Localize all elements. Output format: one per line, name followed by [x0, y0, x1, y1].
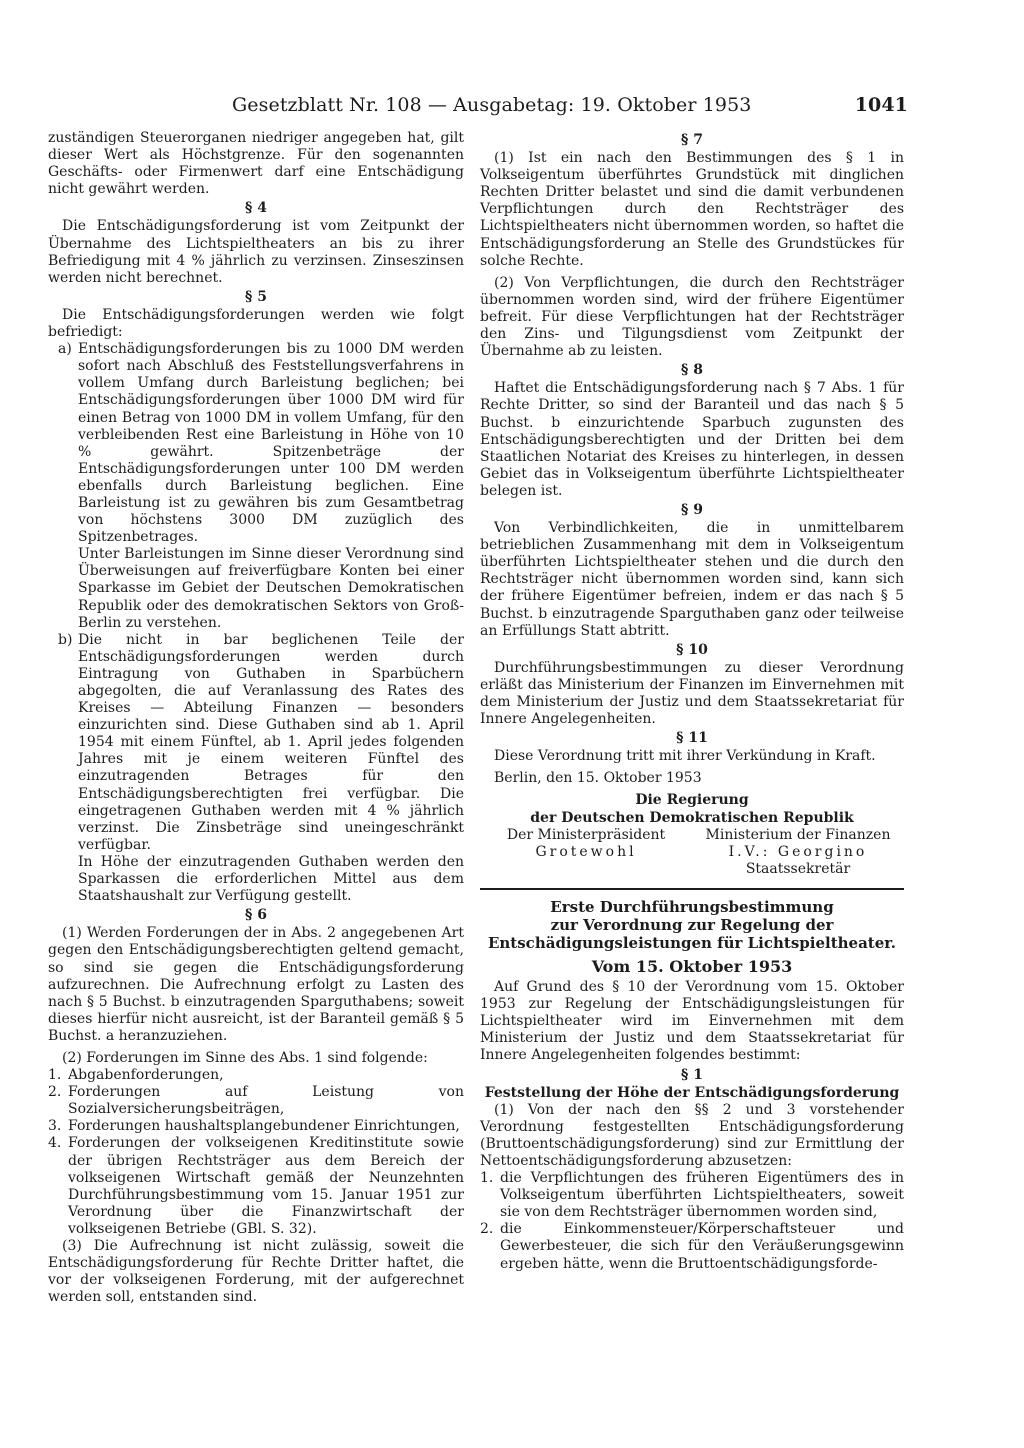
list-text-a: Entschädigungsforderungen bis zu 1000 DM werden sofort nach Abschluß des Feststellungsverfahrens in vollem Umfang durch Barleistung beglichen; bei Entschädigungsforderungen über 1000 DM wird für einen Betrag von 1000 DM in vollem Umfang, für den verbleibenden Rest eine Barleistung in Höhe von 10 % gewährt. Spitzenbeträge der Entschädigungsforderungen unter 100 DM werden ebenfalls durch Barleistung beglichen. Eine Barleistung ist zu gewähren bis zum Gesamtbetrag von höchstens 3000 DM zuzüglich des Spitzenbetrages.: [78, 341, 464, 546]
list-label-a: a): [58, 341, 72, 358]
list-item-3: [48, 1118, 464, 1135]
list-label-b: b): [58, 631, 73, 648]
paragraph-section-6-3: (3) Die Aufrechnung ist nicht zulässig, soweit die Entschädigungsforderung für Rechte Dritter haftet, die vor der volkseigenen Forderung, mit der aufgerechnet werden soll, entstanden sind.: [48, 1238, 464, 1306]
list-item-b: [48, 632, 464, 906]
numbered-item-2: [480, 1221, 904, 1272]
signature-right-name: I.V.: Georgino: [728, 843, 868, 860]
numbered-text-2: die Einkommensteuer/Körperschaftsteuer und Gewerbesteuer, die sich für den Veräußerungsgewinn ergeben hätte, wenn die Bruttoentschädigungsforde-: [500, 1221, 904, 1272]
signature-left: [480, 827, 692, 878]
list-label-4: 4.: [48, 1135, 62, 1152]
paragraph-section-6-2: (2) Forderungen im Sinne des Abs. 1 sind folgende:: [62, 1049, 428, 1066]
signature-right-title: Ministerium der Finanzen: [705, 826, 891, 843]
paragraph-section-7-1: (1) Ist ein nach den Bestimmungen des § 1 in Volkseigentum überführtes Grundstück mit dinglichen Rechten Dritter belastet und sind die damit verbundenen Verpflichtungen durch den Rechtsträger des Lichtspieltheaters nicht übernommen worden, so haftet die Entschädigungsforderung an Stelle des Grundstückes für solche Rechte.: [480, 150, 904, 269]
list-item-2: [48, 1084, 464, 1118]
signature-right-role: Staatssekretär: [745, 860, 851, 877]
paragraph-section-6-1: (1) Werden Forderungen der in Abs. 2 angegebenen Art gegen den Entschädigungsberechtigten geltend gemacht, so sind sie gegen die Entschädigungsforderung aufzurechnen. Die Aufrechnung erfolgt zu Lasten des nach § 5 Buchst. b einzutragenden Sparguthabens; soweit dieses hierfür nicht ausreicht, ist der Baranteil gemäß § 5 Buchst. a heranzuziehen.: [48, 925, 464, 1044]
list-label-1: 1.: [48, 1067, 62, 1084]
section-heading-8: § 8: [681, 362, 703, 379]
signature-right: [692, 827, 904, 878]
paragraph-section-9: Von Verbindlichkeiten, die in unmittelbarem betrieblichen Zusammenhang mit dem in Volkseigentum überführten Lichtspieltheater stehen und die durch den Rechtsträger nicht übernommen worden sind, kann sich der frühere Eigentümer befreien, indem er das nach § 5 Buchst. b einzutragende Sparguthaben ganz oder teilweise an Erfüllungs Statt abtritt.: [480, 520, 904, 639]
section-heading-11: § 11: [676, 730, 708, 747]
section-heading-7: § 7: [681, 132, 703, 148]
list-text-1: Abgabenforderungen,: [68, 1067, 224, 1084]
section-heading-10: § 10: [676, 641, 708, 658]
paragraph-section-11: Diese Verordnung tritt mit ihrer Verkündung in Kraft.: [494, 748, 876, 765]
section-heading-9: § 9: [681, 501, 703, 518]
section-heading-6: § 6: [245, 907, 267, 924]
numbered-label-2: 2.: [480, 1221, 494, 1238]
regulation-title-1: Erste Durchführungsbestimmung: [550, 897, 834, 916]
list-text-4: Forderungen der volkseigenen Kreditinstitute sowie der übrigen Rechtsträger aus dem Bereich der volkseigenen Wirtschaft gemäß der Neunzehnten Durchführungsbestimmung vom 15. Januar 1951 zur Verordnung über die Finanzwirtschaft der volkseigenen Betriebe (GBl. S. 32).: [68, 1135, 464, 1237]
paragraph-continued: zuständigen Steuerorganen niedriger angegeben hat, gilt dieser Wert als Höchstgrenze. Für den sogenannten Geschäfts- oder Firmenwert darf eine Entschädigung nicht gewährt werden.: [48, 130, 464, 198]
government-line-2: der Deutschen Demokratischen Republik: [530, 809, 854, 826]
divider-rule: [480, 888, 904, 890]
section-1-title: Feststellung der Höhe der Entschädigungsforderung: [484, 1084, 900, 1101]
signature-left-title: Der Ministerpräsident: [506, 826, 666, 843]
header-title: Gesetzblatt Nr. 108 — Ausgabetag: 19. Oktober 1953: [232, 94, 752, 116]
paragraph-section-8: Haftet die Entschädigungsforderung nach § 7 Abs. 1 für Rechte Dritter, so sind der Baranteil und das nach § 5 Buchst. b einzurichtende Sparbuch zugunsten des Entschädigungsberechtigten und der Dritten bei dem Staatlichen Notariat des Kreises zu hinterlegen, in dessen Gebiet das in Volkseigentum überführte Lichtspieltheater belegen ist.: [480, 380, 904, 499]
left-column: [48, 130, 464, 1306]
list-text-b: Die nicht in bar beglichenen Teile der Entschädigungsforderungen werden durch Eintragung von Guthaben in Sparbüchern abgegolten, die auf Veranlassung des Rates des Kreises — Abteilung Finanzen — besonders einzurichten sind. Diese Guthaben sind ab 1. April 1954 mit einem Fünftel, ab 1. April jedes folgenden Jahres mit je einem weiteren Fünftel des einzutragenden Betrages für den Entschädigungsberechtigten frei verfügbar. Die eingetragenen Guthaben werden mit 4 % jährlich verzinst. Die Zinsbeträge sind uneingeschränkt verfügbar.: [78, 631, 464, 853]
list-text-b-2: In Höhe der einzutragenden Guthaben werden den Sparkassen die erforderlichen Mittel aus dem Staatshaushalt zur Verfügung gestellt.: [78, 853, 464, 905]
regulation-intro: Auf Grund des § 10 der Verordnung vom 15. Oktober 1953 zur Regelung der Entschädigungsleistungen für Lichtspieltheater wird im Einvernehmen mit dem Ministerium der Justiz und dem Staatssekretariat für Innere Angelegenheiten folgendes bestimmt:: [480, 979, 904, 1064]
section-heading-5: § 5: [245, 288, 267, 305]
numbered-text-1: die Verpflichtungen des früheren Eigentümers des in Volkseigentum überführten Lichtspieltheaters, soweit sie von dem Rechtsträger übernommen worden sind,: [500, 1170, 904, 1221]
government-line-1: Die Regierung: [635, 792, 749, 809]
list-label-2: 2.: [48, 1084, 62, 1101]
signature-left-name: Grotewohl: [535, 843, 637, 860]
list-item-a: [48, 341, 464, 632]
list-text-3: Forderungen haushaltsplangebundener Einrichtungen,: [68, 1118, 460, 1135]
regulation-title-2: zur Verordnung zur Regelung der Entschädigungsleistungen für Lichtspieltheater.: [487, 915, 897, 952]
paragraph-section-7-2: (2) Von Verpflichtungen, die durch den Rechtsträger übernommen worden sind, wird der frühere Eigentümer befreit. Für diese Verpflichtungen hat der Rechtsträger den Zins- und Tilgungsdienst vom Zeitpunkt der Übernahme ab zu leisten.: [480, 274, 904, 360]
section-heading-1: § 1: [681, 1066, 703, 1083]
list-label-3: 3.: [48, 1118, 62, 1135]
signature-block: [480, 827, 904, 878]
page-number: 1041: [854, 94, 908, 116]
right-column: [480, 130, 904, 1273]
page-header: [232, 94, 912, 118]
section-heading-4: § 4: [245, 200, 267, 217]
paragraph-section-4: Die Entschädigungsforderung ist vom Zeitpunkt der Übernahme des Lichtspieltheaters an bis zu ihrer Befriedigung mit 4 % jährlich zu verzinsen. Zinseszinsen werden nicht berechnet.: [48, 218, 464, 286]
place-date: Berlin, den 15. Oktober 1953: [494, 770, 702, 787]
numbered-label-1: 1.: [480, 1170, 494, 1187]
list-text-2: Forderungen auf Leistung von Sozialversicherungsbeiträgen,: [68, 1084, 464, 1118]
numbered-item-1: [480, 1170, 904, 1221]
regulation-date: Vom 15. Oktober 1953: [591, 956, 793, 976]
list-item-1: [48, 1067, 464, 1084]
list-text-a-2: Unter Barleistungen im Sinne dieser Verordnung sind Überweisungen auf freiverfügbare Konten bei einer Sparkasse im Gebiet der Deutschen Demokratischen Republik oder des demokratischen Sektors von Groß-Berlin zu verstehen.: [78, 546, 464, 631]
paragraph-section-1-1: (1) Von der nach den §§ 2 und 3 vorstehender Verordnung festgestellten Entschädigungsforderung (Bruttoentschädigungsforderung) sind zur Ermittlung der Nettoentschädigungsforderung abzusetzen:: [480, 1101, 904, 1169]
list-item-4: [48, 1135, 464, 1238]
paragraph-section-5: Die Entschädigungsforderungen werden wie folgt befriedigt:: [48, 306, 464, 341]
paragraph-section-10: Durchführungsbestimmungen zu dieser Verordnung erläßt das Ministerium der Finanzen im Einvernehmen mit dem Ministerium der Justiz und dem Staatssekretariat für Innere Angelegenheiten.: [480, 659, 904, 728]
